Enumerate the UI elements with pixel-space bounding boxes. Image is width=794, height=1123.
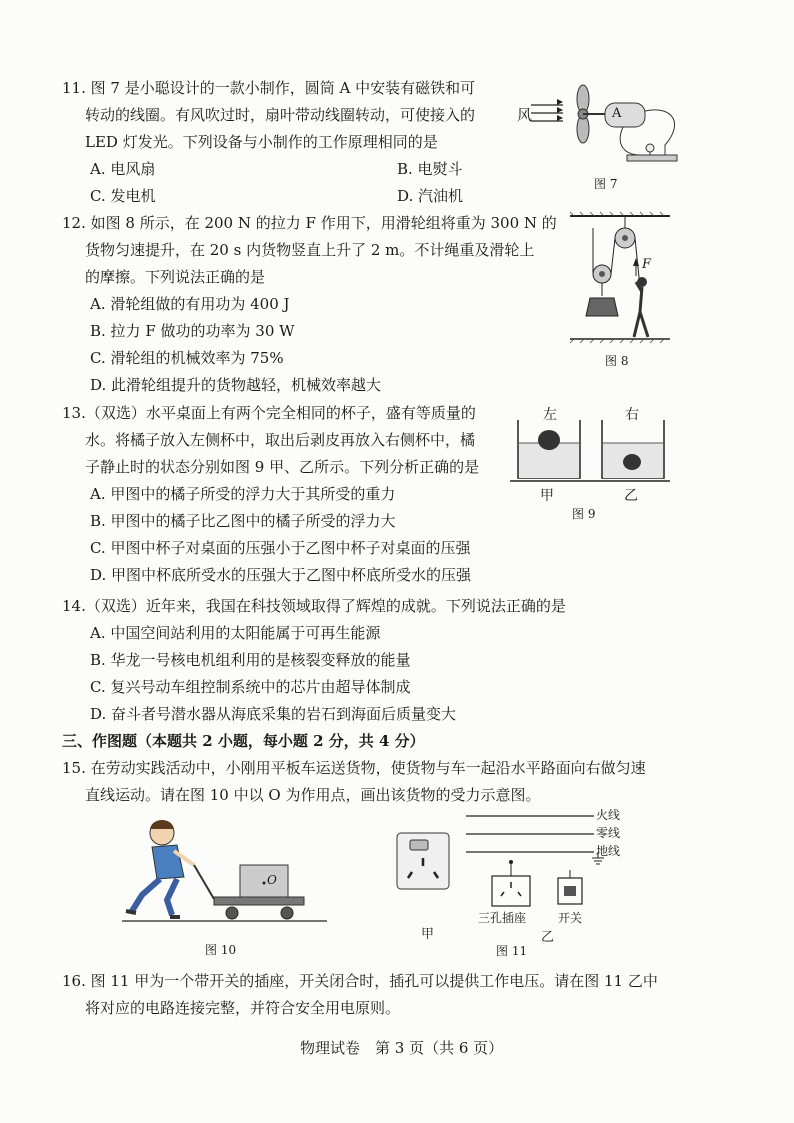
figure-11-neutral-wire-label: 零线	[596, 826, 621, 840]
q13-line2: 水。将橘子放入左侧杯中，取出后剥皮再放入右侧杯中，橘	[85, 431, 476, 449]
q11-line3: LED 灯发光。下列设备与小制作的工作原理相同的是	[85, 133, 438, 151]
q12-line2: 货物匀速提升，在 20 s 内货物竖直上升了 2 m。不计绳重及滑轮上	[85, 241, 535, 259]
figure-10-point-o: O	[267, 873, 277, 887]
figure-9-right-label: 右	[625, 407, 639, 423]
q13-option-b: B. 甲图中的橘子比乙图中的橘子所受的浮力大	[90, 512, 396, 530]
figure-11-socket-with-switch	[396, 832, 451, 892]
q11-option-a: A. 电风扇	[90, 160, 156, 178]
q15-line2: 直线运动。请在图 10 中以 O 为作用点，画出该货物的受力示意图。	[85, 786, 541, 804]
q13-line3: 子静止时的状态分别如图 9 甲、乙所示。下列分析正确的是	[85, 458, 480, 476]
q11-option-b: B. 电熨斗	[397, 160, 463, 178]
q11-line1: 11. 图 7 是小聪设计的一款小制作，圆筒 A 中安装有磁铁和可	[62, 79, 476, 97]
q12-line1: 12. 如图 8 所示，在 200 N 的拉力 F 作用下，用滑轮组将重为 300 N 的	[62, 214, 557, 232]
q14-option-c: C. 复兴号动车组控制系统中的芯片由超导体制成	[90, 678, 411, 696]
q12-option-a: A. 滑轮组做的有用功为 400 J	[90, 295, 290, 313]
q12-option-b: B. 拉力 F 做功的功率为 30 W	[90, 322, 295, 340]
q11-option-c: C. 发电机	[90, 187, 156, 205]
figure-11-yi-label: 乙	[541, 930, 555, 945]
figure-9-two-cups	[510, 418, 670, 488]
q14-option-a: A. 中国空间站利用的太阳能属于可再生能源	[90, 624, 381, 642]
figure-11-live-wire-label: 火线	[596, 808, 621, 822]
q13-option-a: A. 甲图中的橘子所受的浮力大于其所受的重力	[90, 485, 396, 503]
page-footer: 物理试卷 第 3 页（共 6 页）	[300, 1039, 504, 1057]
figure-8-pulley-system	[570, 212, 670, 352]
q13-option-c: C. 甲图中杯子对桌面的压强小于乙图中杯子对桌面的压强	[90, 539, 471, 557]
figure-11-socket-label: 三孔插座	[478, 911, 527, 925]
figure-8-force-label: F	[642, 257, 652, 272]
figure-11-ground-wire-label: 地线	[596, 844, 621, 858]
q11-option-d: D. 汽油机	[397, 187, 464, 205]
figure-10-caption: 图 10	[205, 943, 237, 957]
q14-option-b: B. 华龙一号核电机组利用的是核裂变释放的能量	[90, 651, 411, 669]
figure-11-switch-label: 开关	[558, 911, 583, 925]
q14-option-d: D. 奋斗者号潜水器从海底采集的岩石到海面后质量变大	[90, 705, 457, 723]
figure-11-jia-label: 甲	[421, 927, 435, 942]
q12-option-c: C. 滑轮组的机械效率为 75%	[90, 349, 284, 367]
q11-line2: 转动的线圈。有风吹过时，扇叶带动线圈转动，可使接入的	[85, 106, 476, 124]
figure-11-caption: 图 11	[496, 944, 528, 958]
figure-9-left-label: 左	[543, 407, 557, 423]
section-3-heading: 三、作图题（本题共 2 小题，每小题 2 分，共 4 分）	[62, 732, 425, 750]
q13-line1: 13.（双选）水平桌面上有两个完全相同的杯子，盛有等质量的	[62, 404, 476, 422]
figure-7-cylinder-label: A	[612, 106, 622, 121]
q13-option-d: D. 甲图中杯底所受水的压强大于乙图中杯底所受水的压强	[90, 566, 472, 584]
q16-line1: 16. 图 11 甲为一个带开关的插座，开关闭合时，插孔可以提供工作电压。请在图 11 乙中	[62, 972, 658, 990]
q12-line3: 的摩擦。下列说法正确的是	[85, 268, 266, 286]
figure-7-wind-generator	[515, 85, 690, 175]
q16-line2: 将对应的电路连接完整，并符合安全用电原则。	[85, 999, 401, 1017]
figure-9-yi-label: 乙	[624, 488, 638, 504]
q15-line1: 15. 在劳动实践活动中，小刚用平板车运送货物，使货物与车一起沿水平路面向右做匀速	[62, 759, 646, 777]
figure-10-cart-pushing	[122, 815, 334, 927]
figure-9-jia-label: 甲	[540, 488, 554, 504]
q12-option-d: D. 此滑轮组提升的货物越轻，机械效率越大	[90, 376, 382, 394]
figure-7-wind-label: 风	[517, 106, 533, 124]
figure-7-caption: 图 7	[594, 177, 618, 191]
figure-9-caption: 图 9	[572, 507, 596, 521]
figure-8-caption: 图 8	[605, 354, 629, 368]
q14-line1: 14.（双选）近年来，我国在科技领域取得了辉煌的成就。下列说法正确的是	[62, 597, 566, 615]
